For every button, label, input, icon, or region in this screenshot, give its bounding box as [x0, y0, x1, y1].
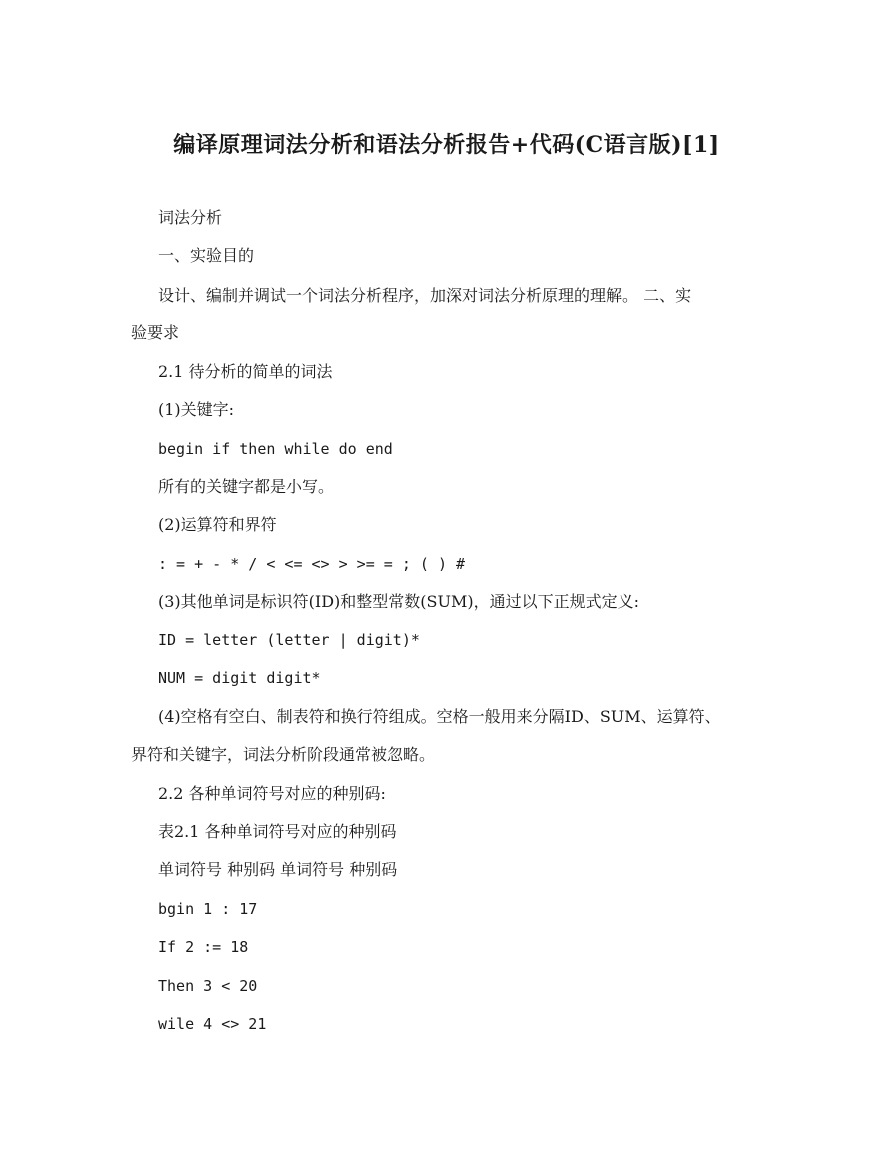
num-regex: NUM = digit digit* [158, 669, 321, 687]
paragraph-purpose-cont: 验要求 [131, 323, 180, 342]
table-caption: 表2.1 各种单词符号对应的种别码 [158, 822, 397, 841]
section-heading-lexical: 词法分析 [158, 208, 223, 227]
item-whitespace: (4)空格有空白、制表符和换行符组成。空格一般用来分隔ID、SUM、运算符、 [158, 707, 721, 726]
table-row: If 2 := 18 [158, 938, 249, 956]
keywords-list: begin if then while do end [158, 440, 393, 458]
paragraph-purpose: 设计、编制并调试一个词法分析程序，加深对词法分析原理的理解。 二、实 [158, 286, 692, 305]
heading-2-1: 2.1 待分析的简单的词法 [158, 362, 333, 381]
keywords-note: 所有的关键字都是小写。 [158, 477, 335, 496]
item-whitespace-cont: 界符和关键字，词法分析阶段通常被忽略。 [131, 745, 436, 764]
table-row: Then 3 < 20 [158, 977, 258, 995]
item-operators-heading: (2)运算符和界符 [158, 515, 277, 534]
table-row: bgin 1 : 17 [158, 900, 258, 918]
item-keywords-heading: (1)关键字: [158, 400, 235, 419]
id-regex: ID = letter (letter | digit)* [158, 631, 420, 649]
item-identifiers-heading: (3)其他单词是标识符(ID)和整型常数(SUM)，通过以下正规式定义: [158, 592, 640, 611]
operators-list: : = + - * / < <= <> > >= = ; ( ) # [158, 555, 466, 573]
table-row: wile 4 <> 21 [158, 1015, 267, 1033]
table-header-row: 单词符号 种别码 单词符号 种别码 [158, 860, 398, 879]
document-title: 编译原理词法分析和语法分析报告+代码(C语言版)[1] [173, 132, 720, 158]
heading-purpose: 一、实验目的 [158, 246, 255, 265]
heading-2-2: 2.2 各种单词符号对应的种别码: [158, 784, 386, 803]
